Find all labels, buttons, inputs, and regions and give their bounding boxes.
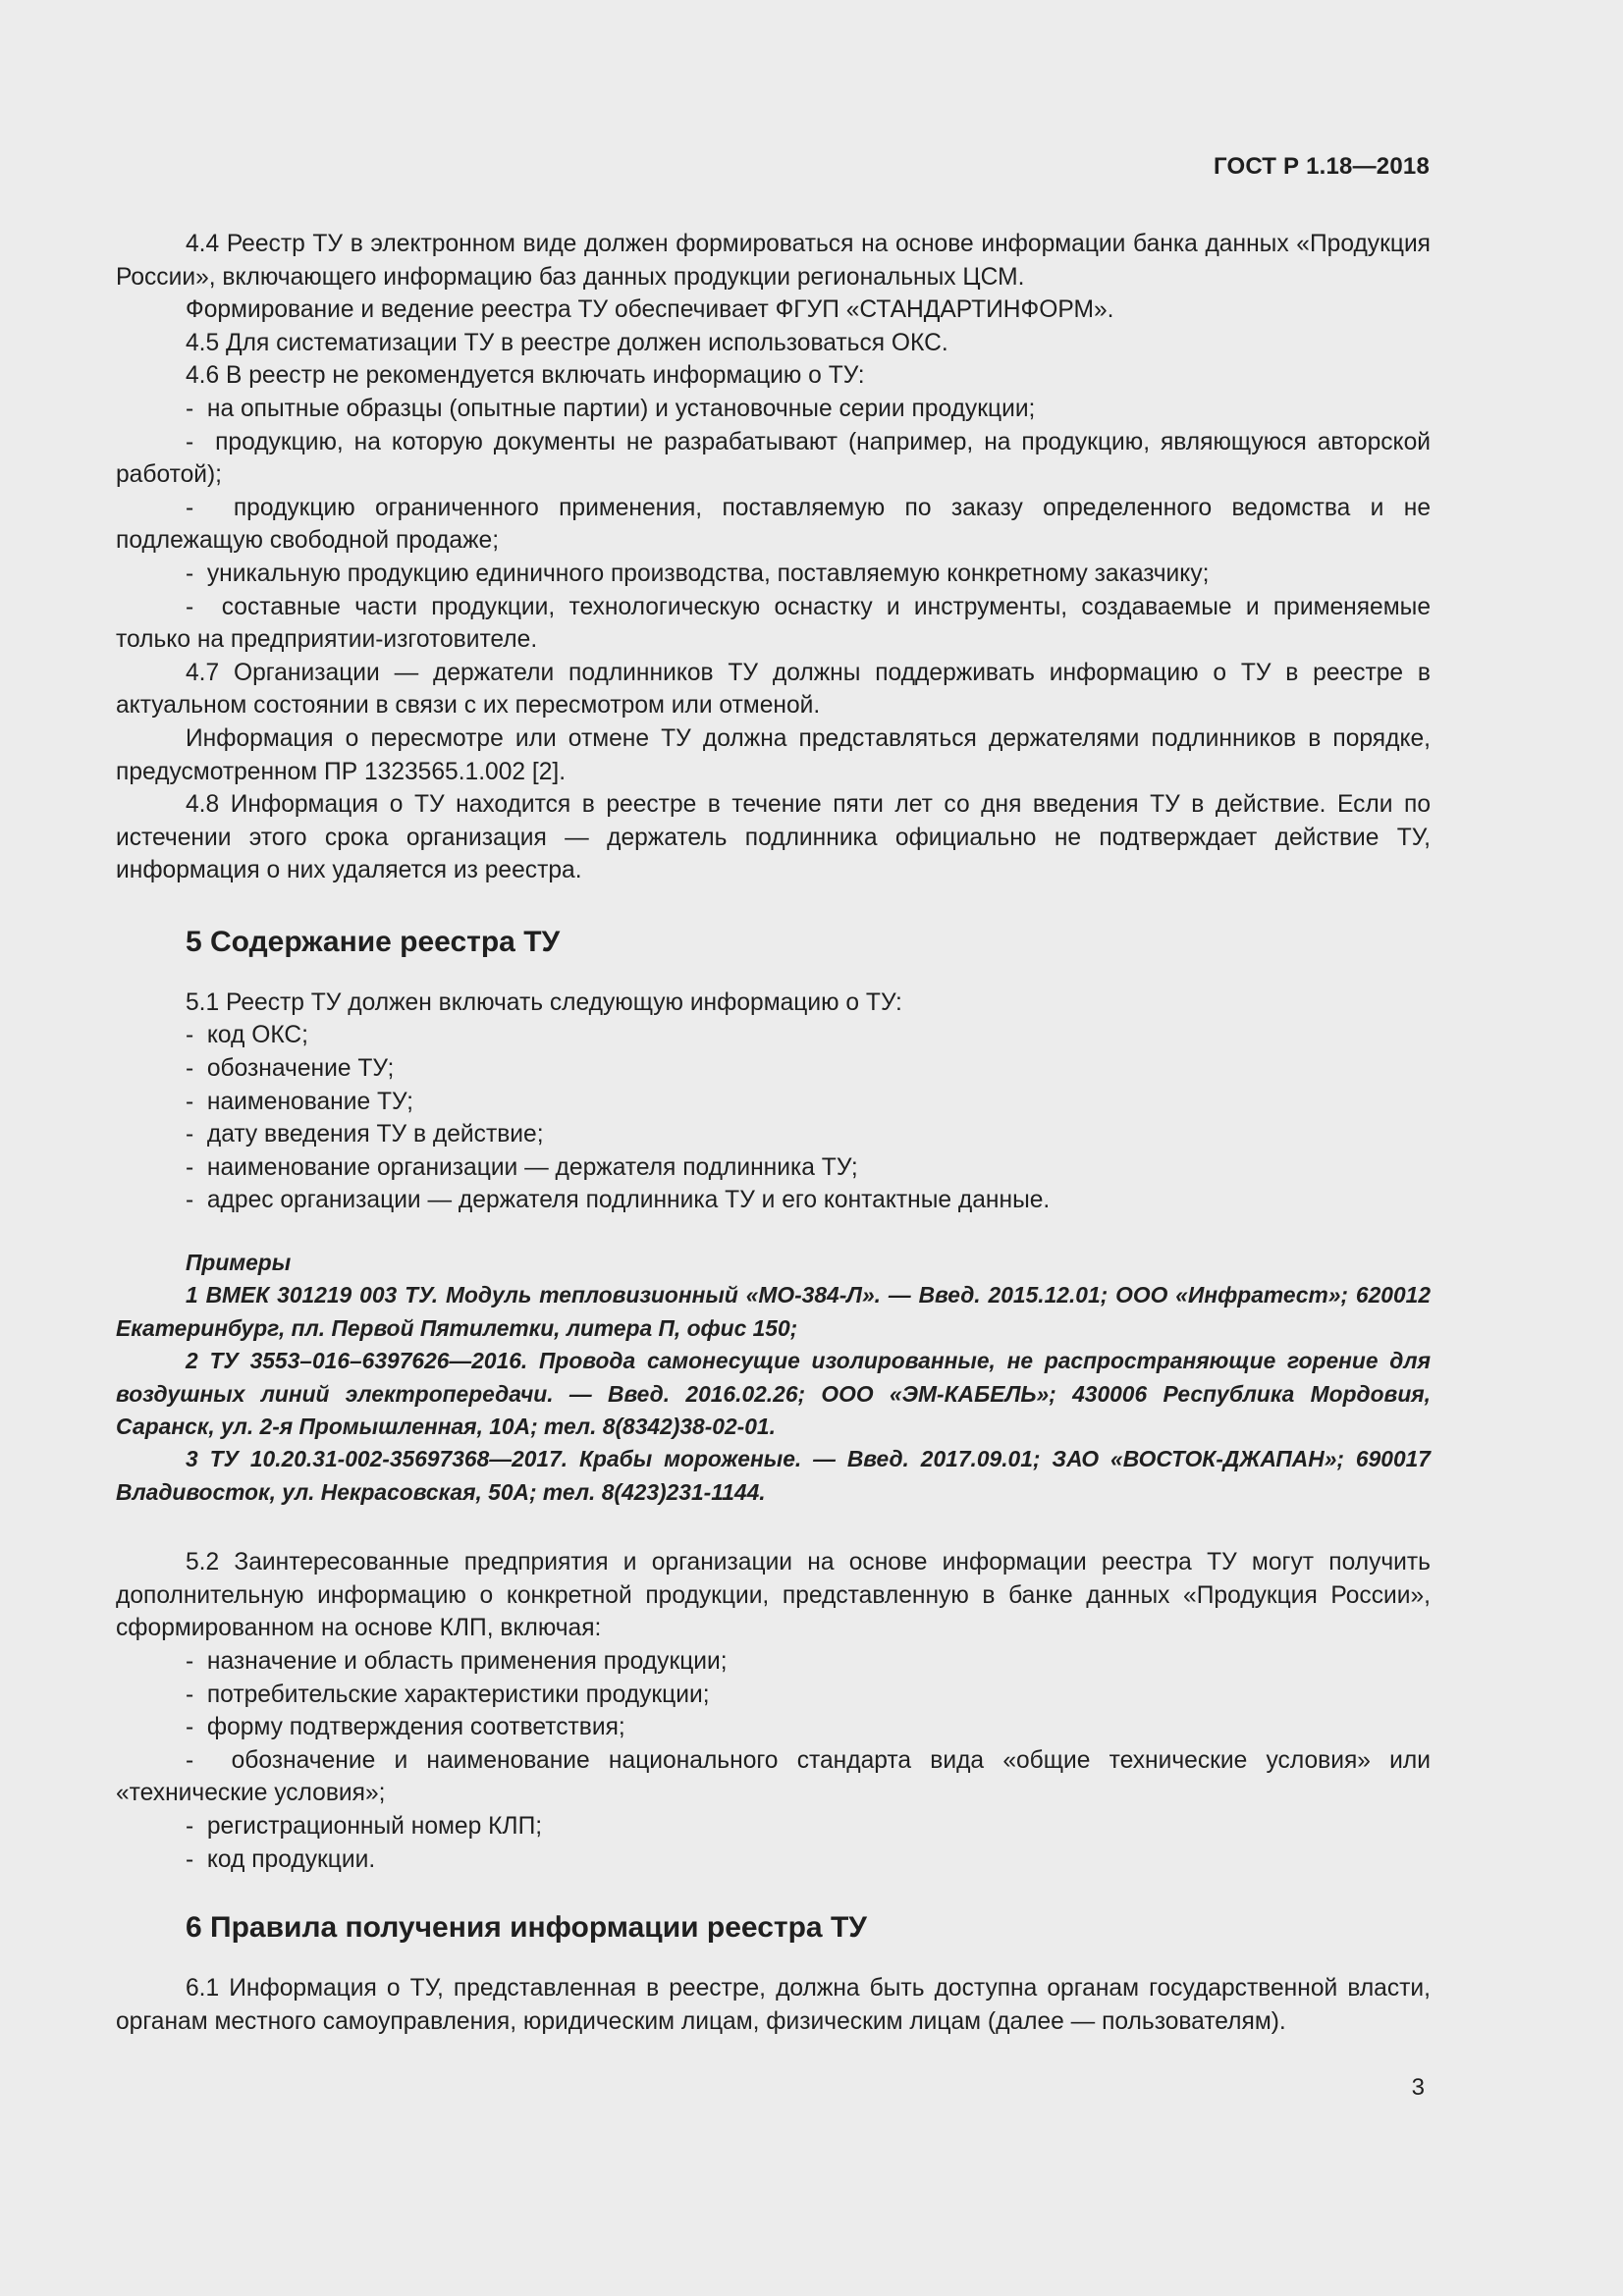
paragraph-6-1: 6.1 Информация о ТУ, представленная в реестре, должна быть доступна органам государственной власти, органам местного самоуправления, юридическим лицам, физическим лицам (далее — пользователям). [116, 1975, 1431, 2035]
list-item: - регистрационный номер КЛП; [116, 1810, 1431, 1843]
examples-title: Примеры [186, 1250, 292, 1276]
list-item: - код ОКС; [116, 1019, 1431, 1052]
paragraph-4-7: 4.7 Организации — держатели подлинников ТУ должны поддерживать информацию о ТУ в реестре в актуальном состоянии в связи с их пересмотром или отменой. [116, 659, 1431, 720]
paragraph-4-6: 4.6 В реестр не рекомендуется включать информацию о ТУ: [186, 362, 865, 390]
list-item: - обозначение и наименование национального стандарта вида «общие технические условия» или «технические условия»; [116, 1744, 1431, 1810]
list-item: - наименование организации — держателя подлинника ТУ; [116, 1151, 1431, 1185]
list-item: - назначение и область применения продукции; [116, 1645, 1431, 1679]
example-item: 3 ТУ 10.20.31-002-35697368—2017. Крабы мороженые. — Введ. 2017.09.01; ЗАО «ВОСТОК-ДЖАПАН»; 690017 Владивосток, ул. Некрасовская, 50А; тел. 8(423)231-1144. [116, 1446, 1431, 1505]
list-item: - продукцию ограниченного применения, поставляемую по заказу определенного ведомства и не подлежащую свободной продаже; [116, 492, 1431, 558]
list-item: - форму подтверждения соответствия; [116, 1711, 1431, 1744]
paragraph-4-4b: Формирование и ведение реестра ТУ обеспечивает ФГУП «СТАНДАРТИНФОРМ». [186, 296, 1114, 324]
list-item: - уникальную продукцию единичного производства, поставляемую конкретному заказчику; [116, 558, 1431, 591]
list-item: - потребительские характеристики продукции; [116, 1679, 1431, 1712]
document-body [116, 228, 1431, 2038]
paragraph-4-5: 4.5 Для систематизации ТУ в реестре должен использоваться ОКС. [186, 329, 948, 356]
example-item: 2 ТУ 3553–016–6397626—2016. Провода самонесущие изолированные, не распространяющие горение для воздушных линий электропередачи. — Введ. 2016.02.26; ООО «ЭМ-КАБЕЛЬ»; 430006 Республика Мордовия, Саранск, ул. 2-я Промышленная, 10А; тел. 8(8342)38-02-01. [116, 1348, 1431, 1440]
spacer [116, 1509, 1431, 1546]
list-item: - дату введения ТУ в действие; [116, 1118, 1431, 1151]
list-item: - код продукции. [116, 1843, 1431, 1877]
section-6-heading: 6 Правила получения информации реестра ТУ [186, 1911, 867, 1945]
paragraph-4-8: 4.8 Информация о ТУ находится в реестре в течение пяти лет со дня введения ТУ в действие. Если по истечении этого срока организация — держатель подлинника официально не подтверждает действие ТУ, информация о них удаляется из реестра. [116, 791, 1431, 884]
paragraph-4-7b: Информация о пересмотре или отмене ТУ должна представляться держателями подлинников в порядке, предусмотренном ПР 1323565.1.002 [2]. [116, 724, 1431, 785]
paragraph-5-2: 5.2 Заинтересованные предприятия и организации на основе информации реестра ТУ могут получить дополнительную информацию о конкретной продукции, представленную в банке данных «Продукция России», сформированном на основе КЛП, включая: [116, 1549, 1431, 1642]
list-item: - наименование ТУ; [116, 1086, 1431, 1119]
list-item: - обозначение ТУ; [116, 1052, 1431, 1086]
examples-block [116, 1247, 1431, 1509]
list-item: - составные части продукции, технологическую оснастку и инструменты, создаваемые и применяемые только на предприятии-изготовителе. [116, 591, 1431, 657]
paragraph-4-4: 4.4 Реестр ТУ в электронном виде должен формироваться на основе информации банка данных «Продукция России», включающего информацию баз данных продукции региональных ЦСМ. [116, 231, 1431, 291]
paragraph-5-1: 5.1 Реестр ТУ должен включать следующую информацию о ТУ: [186, 988, 902, 1016]
document-header: ГОСТ Р 1.18—2018 [1214, 153, 1430, 180]
example-item: 1 ВМЕК 301219 003 ТУ. Модуль тепловизионный «МО-384-Л». — Введ. 2015.12.01; ООО «Инфратест»; 620012 Екатеринбург, пл. Первой Пятилетки, литера П, офис 150; [116, 1282, 1431, 1341]
page-number: 3 [1411, 2074, 1425, 2101]
list-item: - продукцию, на которую документы не разрабатывают (например, на продукцию, являющуюся авторской работой); [116, 426, 1431, 492]
section-5-heading: 5 Содержание реестра ТУ [186, 925, 561, 958]
list-item: - на опытные образцы (опытные партии) и установочные серии продукции; [116, 393, 1431, 426]
list-item: - адрес организации — держателя подлинника ТУ и его контактные данные. [116, 1184, 1431, 1217]
